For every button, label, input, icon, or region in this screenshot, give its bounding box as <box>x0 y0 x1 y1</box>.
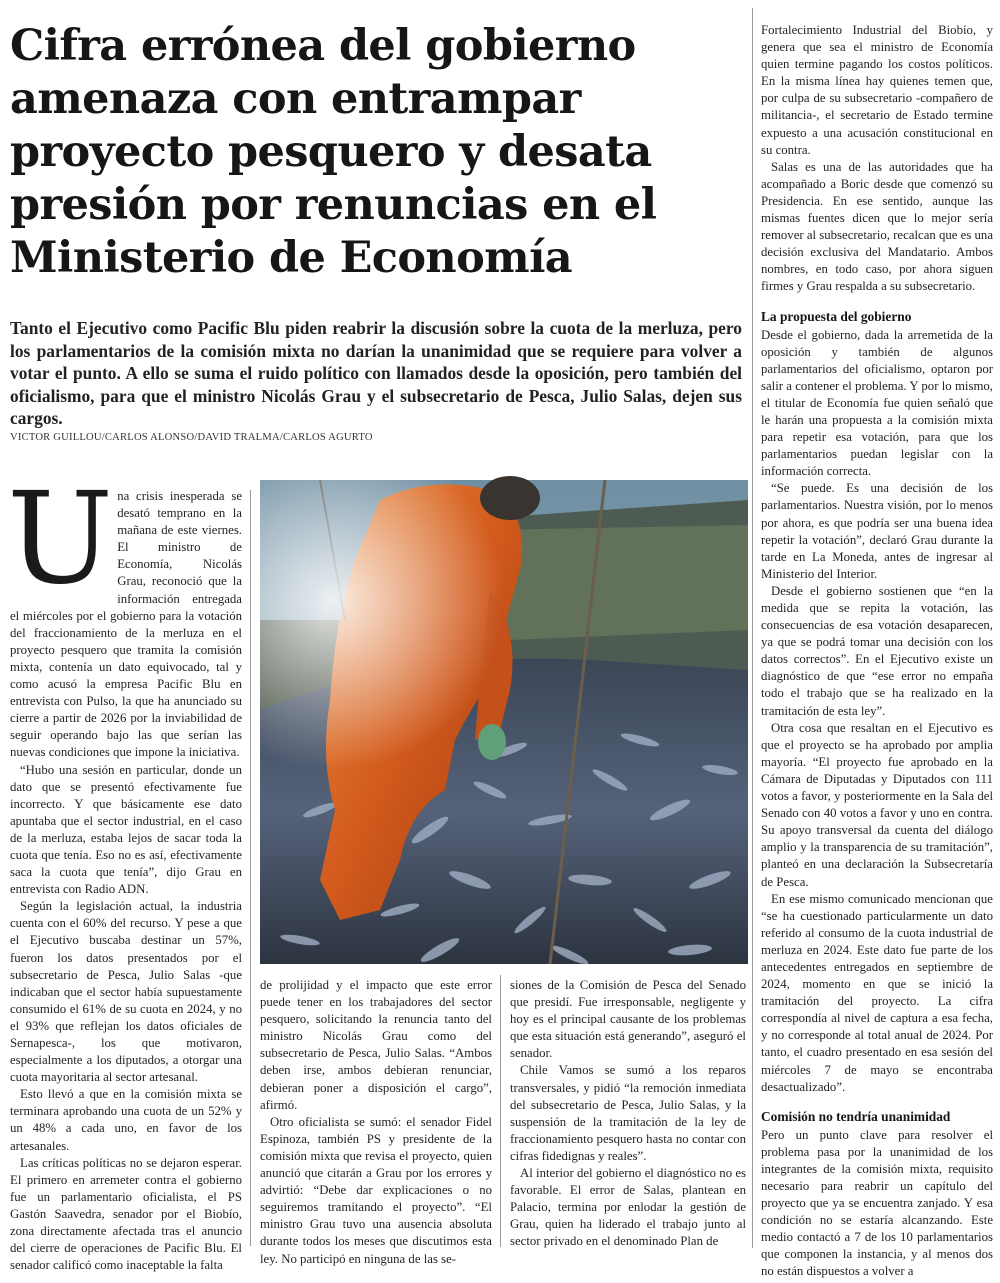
column-2 <box>260 977 492 1266</box>
paragraph: Las críticas políticas no se dejaron esperar. El primero en arremeter contra el gobierno fue un parlamentario oficialista, el PS Gastón Saavedra, senador por el Biobío, zona directamente afectada tras el anuncio del cierre de operaciones de Pacific Blu. El senador calificó como inaceptable la falta <box>10 1155 242 1273</box>
paragraph: siones de la Comisión de Pesca del Senado que presidí. Fue irresponsable, negligente y hoy es el principal causante de los problemas que esta situación está generando”, aseguró el senador. <box>510 978 746 1061</box>
paragraph: “Se puede. Es una decisión de los parlamentarios. Nuestra visión, por lo menos por ahora, es que podría ser una buena idea repetir la votación”, declaró Grau durante la tarde en La Moneda, antes de ingresar al Ministerio del Interior. <box>761 481 993 581</box>
paragraph: Fortalecimiento Industrial del Biobío, y genera que sea el ministro de Economía quien termine pagando los costos políticos. En la misma línea hay quienes temen que, por culpa de su subsecretario -compañero de militancia-, el secretario de Estado termine expuesto a una acusación constitucional en su contra. <box>761 23 993 157</box>
fishing-photo <box>260 480 748 964</box>
paragraph: Desde el gobierno, dada la arremetida de la oposición y también de algunos parlamentarios del oficialismo, optaron por salir a contener el problema. Y por lo mismo, el titular de Economía fue quien señaló que le harán una propuesta a la comisión mixta para repetir esa votación, para que los parlamentarios puedan legislar con la información correcta. <box>761 327 993 479</box>
subhead: Comisión no tendría unanimidad <box>761 1108 951 1124</box>
paragraph: Al interior del gobierno el diagnóstico no es favorable. El error de Salas, plantean en Palacio, termina por enlodar la gestión de Grau, quien ha liderado el trabajo junto al sector privado en el denominado Plan de <box>510 1166 746 1249</box>
paragraph: Pero un punto clave para resolver el problema pasa por la unanimidad de los integrantes de la comisión mixta, requisito necesario para reabrir un capítulo del proyecto que ya se encuentra zanjado. Y esa condición no se estaría alcanzando. Este medio contactó a 7 de los 10 parlamentarios que componen la instancia, y al menos dos no están dispuestos a volver a <box>761 1127 993 1279</box>
column-1 <box>7 465 242 1273</box>
paragraph: En ese mismo comunicado mencionan que “se ha cuestionado particularmente un dato referido al consumo de la cuota industrial de merluza en 2024. Este dato fue parte de los antecedentes entregados en septiembre de 2024, momento en que se inició la tramitación del proyecto. La cifra correspondía al nivel de captura a esa fecha, y no corresponde al total anual de 2024. Por tanto, el cuadro presentado en esa sesión del miércoles 7 de mayo se encontraba desactualizado”. <box>761 891 993 1094</box>
deck-summary: Tanto el Ejecutivo como Pacific Blu piden reabrir la discusión sobre la cuota de la merluza, pero los parlamentarios de la comisión mixta no darían la unanimidad que se requiere para volver a votar el punto. A ello se suma el ruido político con llamados desde la oposición, pero también del oficialismo, para que el ministro Nicolás Grau y el subsecretario de Pesca, Julio Salas, dejen sus cargos. <box>10 318 742 429</box>
paragraph: Salas es una de las autoridades que ha acompañado a Boric desde que comenzó su Presidencia. En ese sentido, aunque las mismas fuentes dicen que lo mejor sería remover al subsecretario, recalcan que es una decisión exclusiva del Mandatario. Ambos nombres, en todo caso, por ahora siguen firmes y Grau respalda a su subsecretario. <box>761 159 993 294</box>
subhead: La propuesta del gobierno <box>761 308 912 324</box>
paragraph: “Hubo una sesión en particular, donde un dato que se presentó efectivamente fue incorrecto. Y que básicamente ese dato apuntaba que el sector industrial, en el caso de la merluza, estaba lejos de sacar toda la cuota que tenía. Eso no es así, efectivamente saca la cuota que tenía”, dijo Grau en entrevista con Radio ADN. <box>10 762 242 897</box>
paragraph: na crisis inesperada se desató temprano en la mañana de este viernes. El ministro de Economía, Nicolás Grau, reconoció que la información entregada el miércoles por el gobierno para la votación del fraccionamiento de la merluza en el proyecto pesquero que tramita la comisión mixta, contenía un dato equivocado, tal y como acusó la empresa Pacific Blu en entrevista con Pulso, la que ha anunciado su cierre a partir de 2026 por la inviabilidad de seguir operando bajo las que serían las nuevas condiciones que impone la iniciativa. <box>10 489 242 760</box>
paragraph: Otro oficialista se sumó: el senador Fidel Espinoza, también PS y presidente de la comisión mixta que revisa el proyecto, quien anunció que citarán a Grau por los errores y advirtió: “Debe dar explicaciones o no seguiremos tramitando el proyecto”. “El ministro Grau tuvo una ausencia absoluta durante todos los meses que discutimos esta ley. No participó en ninguna de las se- <box>260 1114 492 1266</box>
dropcap: U <box>7 465 114 612</box>
column-rule <box>752 8 753 1248</box>
paragraph: de prolijidad y el impacto que este error puede tener en los trabajadores del sector pesquero, solicitando la renuncia tanto del ministro Nicolás Grau como del subsecretario de Pesca, Julio Salas. “Ambos deben irse, ambos debieran renunciar, debieran poner a disposición el cargo”, afirmó. <box>260 978 492 1112</box>
paragraph: Según la legislación actual, la industria cuenta con el 60% del recurso. Y pese a que el Ejecutivo buscaba destinar un 57%, fueron los datos presentados por el subsecretario de Pesca, Julio Salas -que indicaban que el sector había supuestamente consumido el 61% de su cuota en 2024, y no el 93% que reflejan los datos oficiales de Sernapesca-, los que motivaron, especialmente a los diputados, a otorgar una cuota mayoritaria al sector artesanal. <box>10 899 242 1085</box>
column-rule <box>500 975 501 1247</box>
column-rule <box>250 490 251 1246</box>
byline: VICTOR GUILLOU/CARLOS ALONSO/DAVID TRALMA/CARLOS AGURTO <box>10 432 373 443</box>
column-4 <box>761 22 993 1279</box>
column-3 <box>510 977 746 1249</box>
paragraph: Chile Vamos se sumó a los reparos transversales, y pidió “la remoción inmediata del subsecretario de Pesca, Julio Salas, y la suspensión de la tramitación de la ley de fraccionamiento pesquero hasta no contar con cifras fidedignas y reales”. <box>510 1063 746 1163</box>
paragraph: Esto llevó a que en la comisión mixta se terminara aprobando una cuota de un 52% y un 48% a cada uno, en favor de los artesanales. <box>10 1087 242 1153</box>
paragraph: Otra cosa que resaltan en el Ejecutivo es que el proyecto se ha aprobado por amplia mayoría. “El proyecto fue aprobado en la Cámara de Diputadas y Diputados con 111 votos a favor, y posteriormente en la Sala del Senado con 40 votos a favor y uno en contra. Su apoyo transversal da cuenta del diálogo amplio y la transparencia de su tramitación”, planteó en una declaración la Subsecretaría de Pesca. <box>761 720 993 889</box>
headline: Cifra errónea del gobierno amenaza con entrampar proyecto pesquero y desata presión por renuncias en el Ministerio de Economía <box>10 21 657 283</box>
paragraph: Desde el gobierno sostienen que “en la medida que se repita la votación, las consecuencias de esa votación desaparecen, ya que se podrá tomar una decisión con los datos correctos”. En el Ejecutivo existe un diagnóstico de que “ese error no empaña todo el trabajo que se ha realizado en la tramitación de esta ley”. <box>761 583 993 718</box>
main-story-area <box>8 0 750 1283</box>
